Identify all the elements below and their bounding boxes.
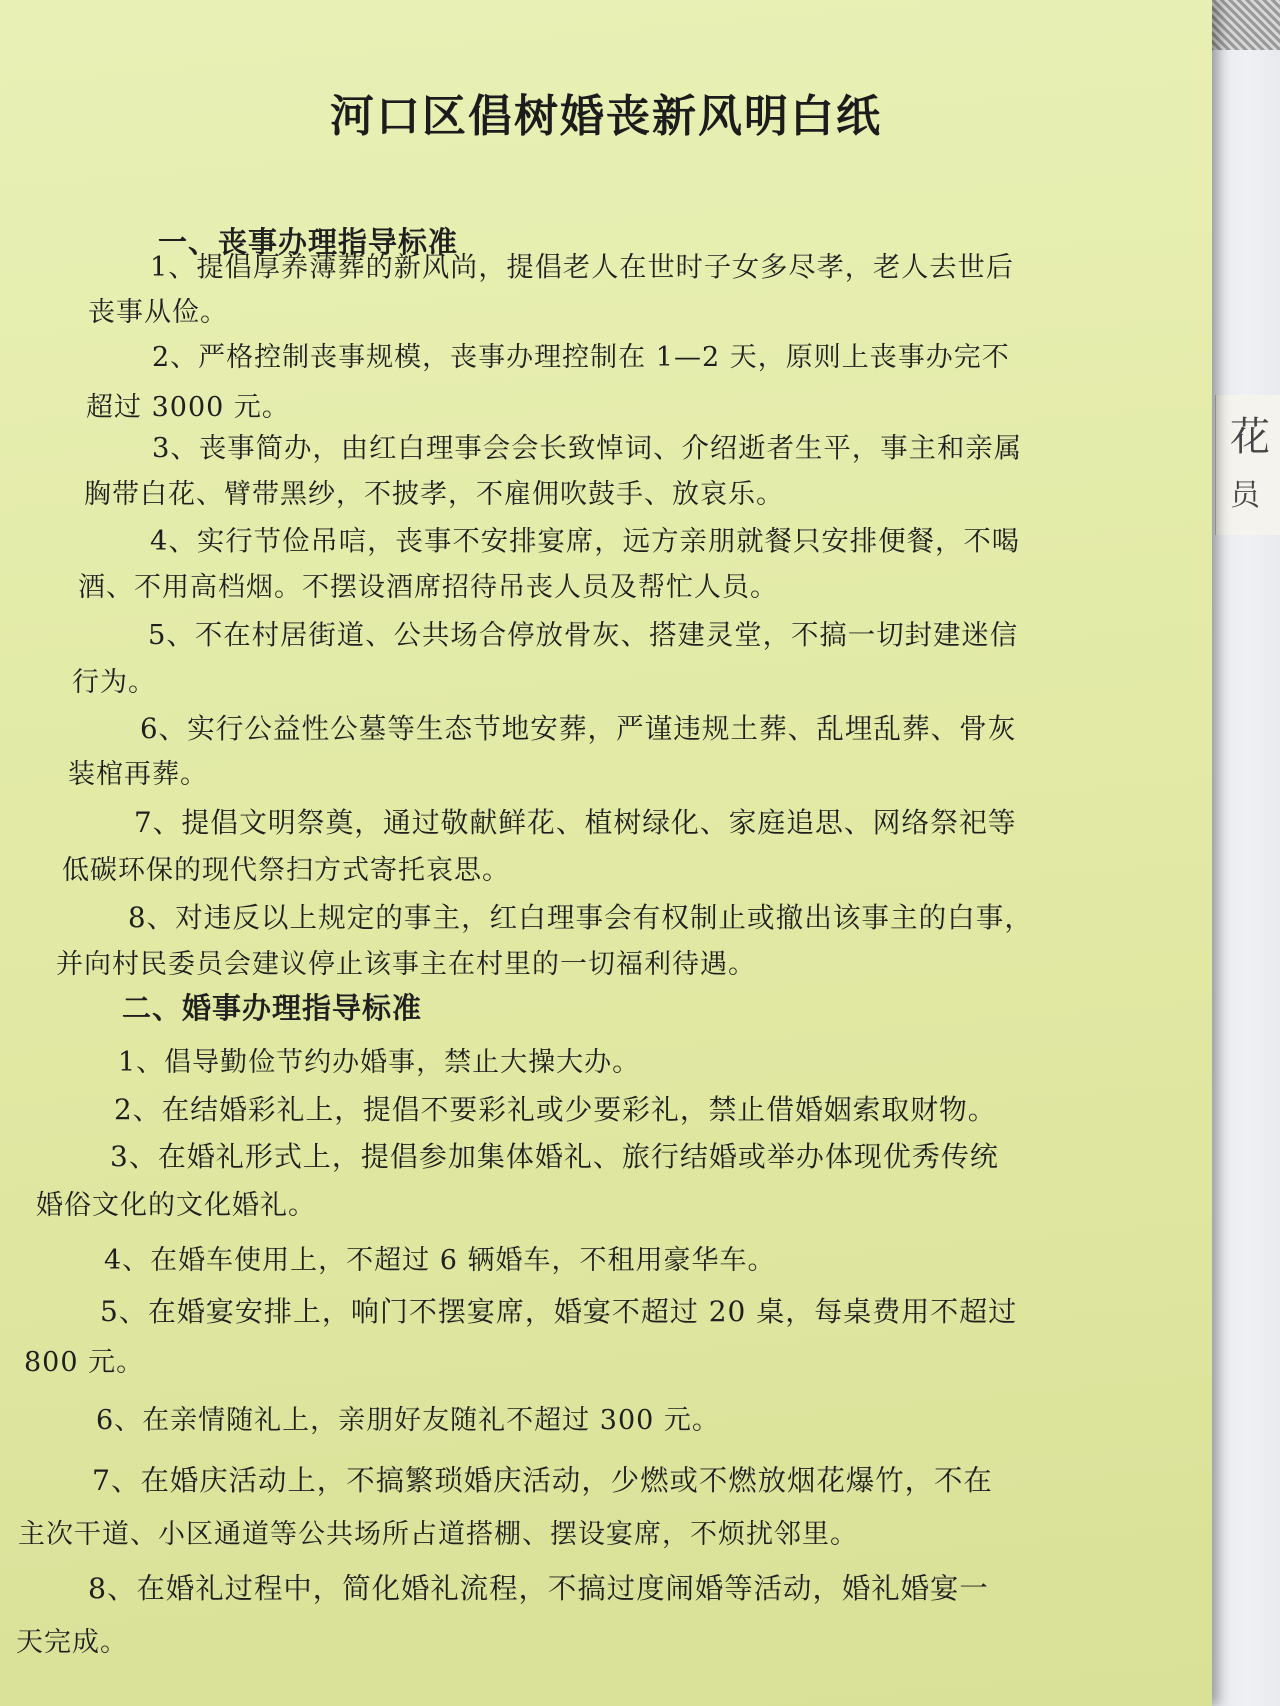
paragraph-line: 3、丧事简办，由红白理事会会长致悼词、介绍逝者生平，事主和亲属 <box>152 433 1023 464</box>
paragraph-line: 酒、不用高档烟。不摆设酒席招待吊丧人员及帮忙人员。 <box>78 572 778 603</box>
paragraph-line: 并向村民委员会建议停止该事主在村里的一切福利待遇。 <box>56 949 756 980</box>
paragraph-line: 装棺再葬。 <box>68 759 208 790</box>
paragraph-line: 8、对违反以上规定的事主，红白理事会有权制止或撤出该事主的白事， <box>128 901 1033 934</box>
paragraph-line: 5、在婚宴安排上，响门不摆宴席，婚宴不超过 20 桌，每桌费用不超过 <box>100 1295 1018 1328</box>
paragraph-line: 天完成。 <box>16 1627 128 1658</box>
paragraph-line: 2、严格控制丧事规模，丧事办理控制在 1—2 天，原则上丧事办完不 <box>152 342 1010 373</box>
paragraph-line: 6、在亲情随礼上，亲朋好友随礼不超过 300 元。 <box>96 1405 720 1436</box>
paragraph-line: 主次干道、小区通道等公共场所占道搭棚、摆设宴席，不烦扰邻里。 <box>18 1519 858 1550</box>
background-pattern <box>1210 0 1280 50</box>
paragraph-line: 7、在婚庆活动上，不搞繁琐婚庆活动，少燃或不燃放烟花爆竹，不在 <box>92 1464 993 1497</box>
section-heading: 二、婚事办理指导标准 <box>122 991 423 1025</box>
paragraph-line: 5、不在村居街道、公共场合停放骨灰、搭建灵堂，不搞一切封建迷信 <box>148 620 1019 651</box>
paragraph-line: 4、在婚车使用上，不超过 6 辆婚车，不租用豪华车。 <box>104 1245 776 1276</box>
paragraph-line: 低碳环保的现代祭扫方式寄托哀思。 <box>62 855 510 886</box>
paragraph-line: 4、实行节俭吊唁，丧事不安排宴席，远方亲朋就餐只安排便餐，不喝 <box>150 526 1021 557</box>
paragraph-line: 胸带白花、臂带黑纱，不披孝，不雇佣吹鼓手、放哀乐。 <box>84 479 784 510</box>
section-heading: 一、丧事办理指导标准 <box>158 225 459 259</box>
paragraph-line: 800 元。 <box>24 1347 145 1378</box>
scrap-char: 花 <box>1230 414 1270 460</box>
scrap-char: 员 <box>1230 478 1260 513</box>
document-title: 河口区倡树婚丧新风明白纸 <box>330 91 882 142</box>
paragraph-line: 丧事从俭。 <box>88 297 228 328</box>
paragraph-line: 1、倡导勤俭节约办婚事，禁止大操大办。 <box>118 1047 641 1078</box>
paragraph-line: 7、提倡文明祭奠，通过敬献鲜花、植树绿化、家庭追思、网络祭祀等 <box>134 806 1017 839</box>
paragraph-line: 1、提倡厚养薄葬的新风尚，提倡老人在世时子女多尽孝，老人去世后 <box>150 252 1014 283</box>
paragraph-line: 8、在婚礼过程中，简化婚礼流程，不搞过度闹婚等活动，婚礼婚宴一 <box>88 1572 989 1605</box>
paragraph-line: 3、在婚礼形式上，提倡参加集体婚礼、旅行结婚或举办体现优秀传统 <box>110 1140 999 1173</box>
background-scrap <box>1215 395 1280 535</box>
paragraph-line: 行为。 <box>72 667 156 698</box>
paragraph-line: 超过 3000 元。 <box>86 392 290 423</box>
paragraph-line: 婚俗文化的文化婚礼。 <box>36 1190 316 1221</box>
paragraph-line: 2、在结婚彩礼上，提倡不要彩礼或少要彩礼，禁止借婚姻索取财物。 <box>114 1093 997 1126</box>
paragraph-line: 6、实行公益性公墓等生态节地安葬，严谨违规土葬、乱埋乱葬、骨灰 <box>140 712 1017 745</box>
